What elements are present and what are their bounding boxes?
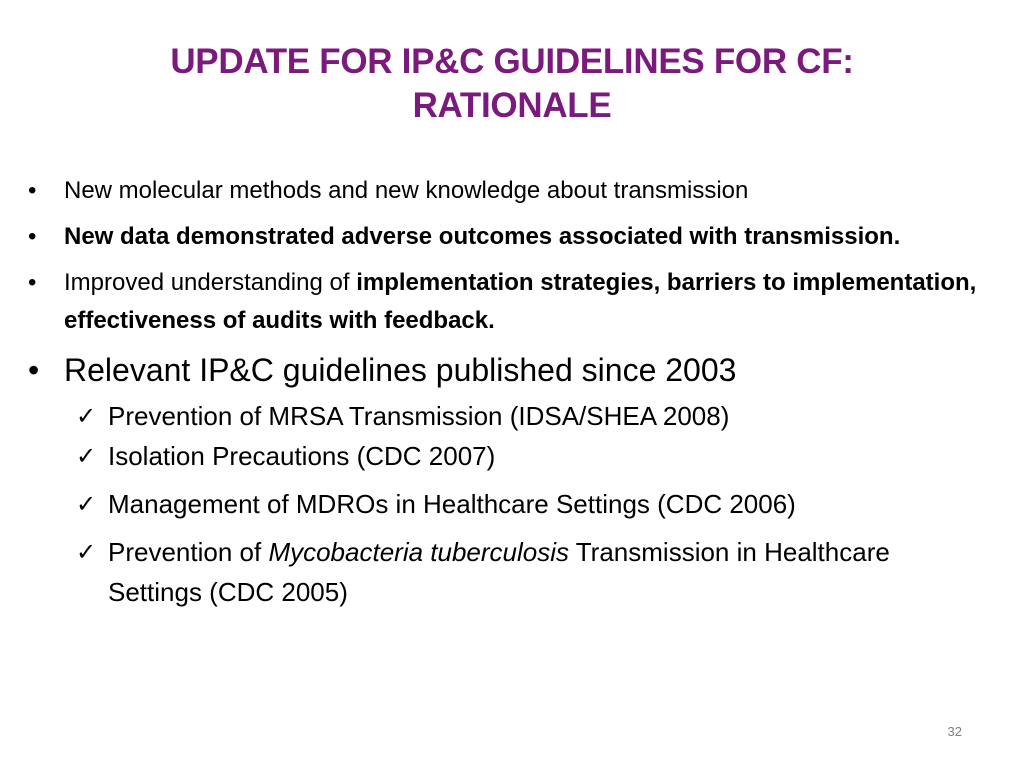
bullet-text: New molecular methods and new knowledge about transmission: [64, 177, 749, 204]
bullet-item: [26, 172, 986, 210]
guideline-text: Isolation Precautions (CDC 2007): [108, 441, 496, 471]
guideline-text: Prevention of: [108, 537, 269, 567]
bullet-icon: •: [28, 352, 40, 388]
bullet-item: [26, 348, 986, 392]
guideline-list: [26, 396, 986, 612]
page-number: 32: [947, 724, 962, 739]
bullet-text: Relevant IP&C guidelines published since 2003: [64, 352, 737, 388]
bullet-item: [26, 264, 986, 340]
guideline-text-end: Transmission in Healthcare Settings (CDC 2005): [108, 537, 890, 607]
checkmark-icon: ✓: [76, 490, 97, 518]
bullet-icon: •: [28, 177, 37, 204]
guideline-item: [76, 532, 986, 612]
bullet-item: [26, 218, 986, 256]
title-line-1: UPDATE FOR IP&C GUIDELINES FOR CF:: [170, 42, 854, 81]
bullet-icon: •: [28, 269, 37, 296]
bullet-icon: •: [28, 223, 37, 250]
bullet-text: New data demonstrated adverse outcomes associated with transmission.: [64, 223, 901, 250]
guideline-item: [76, 396, 986, 436]
checkmark-icon: ✓: [76, 402, 97, 430]
slide-title: [60, 40, 964, 128]
bullet-list: [26, 172, 986, 612]
guideline-text: Prevention of MRSA Transmission (IDSA/SHEA 2008): [108, 401, 730, 431]
checkmark-icon: ✓: [76, 538, 97, 566]
guideline-item: [76, 484, 986, 524]
checkmark-icon: ✓: [76, 442, 97, 470]
guideline-text-italic: Mycobacteria tuberculosis: [268, 537, 570, 567]
bullet-text: Improved understanding of: [64, 269, 357, 296]
bullet-text-bold: implementation strategies, barriers to implementation, effectiveness of audits with feedback.: [64, 269, 977, 334]
guideline-text: Management of MDROs in Healthcare Settings (CDC 2006): [108, 489, 796, 519]
title-line-2: RATIONALE: [412, 86, 612, 125]
guideline-item: [76, 436, 986, 476]
